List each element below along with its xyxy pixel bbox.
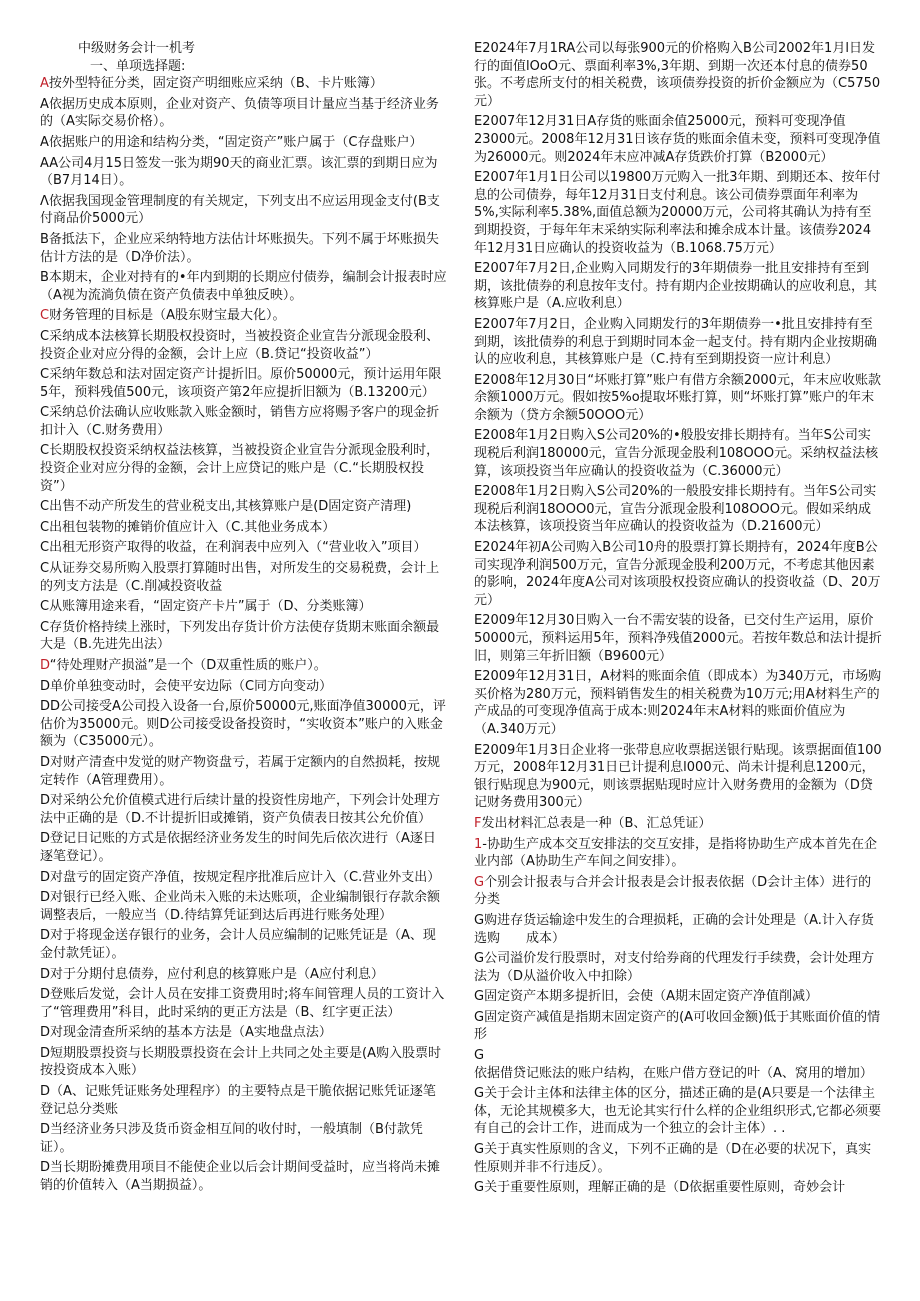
index-letter: D (40, 1025, 51, 1041)
index-letter: C (40, 499, 50, 515)
question-item (40, 134, 448, 152)
question-item (474, 316, 882, 369)
question-item (474, 40, 882, 110)
index-letter: C (40, 308, 50, 324)
question-item (40, 96, 448, 131)
section-heading: 一、单项选择题: (90, 58, 186, 74)
index-letter: A (40, 96, 49, 112)
question-item (40, 830, 448, 865)
index-letter: D (40, 966, 51, 982)
question-item (40, 598, 448, 616)
question-text: 2007年12月31日A存货的账面余值25000元，预料可变现净值23000元。2008年12月31日该存货的账面余值未变，预料可变现净值为26000元。则2024年末应冲减A存货跌价打算（B2000元） (474, 114, 881, 165)
question-text: 对于分期付息债券，应付利息的核算账户是（A应付利息） (50, 966, 384, 982)
question-item (40, 231, 448, 266)
question-item (474, 372, 882, 425)
question-text: （A、记账凭证账务处理程序）的主要特点是干脆依据记账凭证逐笔登记总分类账 (40, 1084, 436, 1117)
question-item (474, 483, 882, 536)
question-item (40, 619, 448, 654)
index-letter: D (40, 678, 51, 694)
question-text: A公司4月15日签发一张为期90天的商业汇票。该汇票的到期日应为（B7月14日）。 (40, 155, 438, 189)
question-text: 2009年1月3日企业将一张带息应收票据送银行贴现。该票据面值100万元，2008年12月31日已计提利息l000元、尚未计提利息1200元，银行贴现息为900元，则该票据贴现时应计入财务费用的金额为（D贷记财务费用300元） (474, 742, 882, 811)
question-text: 2009年12月30日购入一台不需安装的设备，已交付生产运用，原价50000元，预料运用5年，预料净残值2000元。若按年数总和法计提折旧，则第三年折旧额（B9600元） (474, 613, 882, 664)
index-letter: E (474, 428, 483, 444)
question-text: 采纳成本法核算长期股权投资时，当被投资企业宣告分派现金股利、投资企业对应分得的金额，会计上应（B.贷记“投资收益”） (40, 328, 440, 362)
question-text: 备抵法下，企业应采纳特地方法估计坏账损失。下列不属于坏账损失估计方法的是（D净价法）。 (40, 231, 439, 265)
index-letter: B (40, 231, 49, 247)
index-letter: G (474, 912, 485, 928)
question-item (40, 889, 448, 924)
document-title: 中级财务会计一机考 (78, 41, 196, 56)
question-item (40, 193, 448, 228)
question-text: 短期股票投资与长期股票投资在会计上共同之处主要是(A购入股票时按投资成本入账） (40, 1045, 441, 1079)
index-letter: 1 (474, 836, 483, 852)
question-item (40, 1024, 448, 1042)
question-text: 依据我国现金管理制度的有关规定，下列支出不应运用现金支付(B支付商品价5000元） (40, 193, 440, 227)
left-column (40, 40, 448, 1198)
question-item (40, 307, 448, 325)
question-item (474, 668, 882, 738)
question-text: 当经济业务只涉及货币资金相互间的收付时，一般填制（B付款凭证）。 (40, 1122, 423, 1155)
question-item (474, 1009, 882, 1044)
index-letter: D (40, 1045, 51, 1061)
question-text: 采纳年数总和法对固定资产计提折旧。原价50000元，预计运用年限5年，预料残值500元，该项资产第2年应提折旧额为（B.13200元） (40, 367, 442, 400)
question-item (40, 1083, 448, 1118)
question-text: 出售不动产所发生的营业税支出,其核算账户是(D固定资产清理) (49, 499, 412, 515)
question-item (40, 986, 448, 1021)
question-item (474, 113, 882, 166)
question-item (40, 657, 448, 675)
index-letter: C (40, 443, 50, 459)
index-letter: C (40, 367, 50, 383)
index-letter: D (40, 699, 51, 715)
question-item (474, 427, 882, 480)
index-letter: D (40, 793, 51, 809)
index-letter: D (40, 869, 51, 885)
question-text: 存货价格持续上涨时，下列发出存货计价方法使存货期末账面余额最大是（B.先进先出法） (40, 619, 440, 653)
right-column (474, 40, 882, 1200)
question-text: 固定资产本期多提折旧，会使（A期末固定资产净值削减） (484, 989, 818, 1005)
question-item (474, 1085, 882, 1138)
index-letter: A (40, 76, 49, 92)
question-text: 2008年1月2日购入S公司20%的•般股安排长期持有。当年S公司实现税后利润180000元，宣告分派现金股利108OOO元。采纳权益法核算，该项投资当年应确认的投资收益为（C.36000元） (474, 428, 879, 479)
question-text: 依据历史成本原则，企业对资产、负债等项目计量应当基于经济业务的（A实际交易价格）。 (40, 96, 439, 130)
index-letter: E (474, 170, 483, 186)
question-text: 关于会计主体和法律主体的区分，描述正确的是(A只要是一个法律主体，无论其规模多大，也无论其实行什么样的企业组织形式,它都必须要有自己的会计工作，进而成为一个独立的会计主体）. . (474, 1086, 882, 1137)
question-text: 登记日记账的方式是依据经济业务发生的时间先后依次进行（A逐日逐笔登记）。 (40, 831, 436, 864)
question-text: 公司溢价发行股票时，对支付给券商的代理发行手续费，会计处理方法为（D从溢价收入中扣除） (474, 951, 875, 984)
question-item (40, 698, 448, 751)
index-letter: C (40, 519, 50, 535)
index-letter: E (474, 540, 483, 556)
index-letter: G (474, 1142, 485, 1158)
index-letter: D (40, 754, 51, 770)
question-item (40, 539, 448, 557)
index-letter: E (474, 742, 483, 758)
question-item (474, 742, 882, 812)
question-item (40, 792, 448, 827)
question-text: 当长期盼摊费用项目不能使企业以后会计期间受益时，应当将尚未摊销的价值转入（A当期损益）。 (40, 1160, 441, 1194)
index-letter: E (474, 613, 483, 629)
index-letter: E (474, 316, 483, 332)
index-letter: E (474, 484, 483, 500)
index-letter: D (40, 1160, 51, 1176)
question-text: 2008年1月2日购入S公司20%的一般股安排长期持有。当年S公司实现税后利润18OOO0元，宣告分派现金股利108OOO元。假如采纳成本法核算，该项投资当年应确认的投资收益为（D.21600元） (474, 484, 877, 535)
question-text: 按外型特征分类，固定资产明细账应采纳（B、卡片账簿） (48, 76, 383, 92)
question-item (40, 498, 448, 516)
question-item (40, 269, 448, 304)
question-text: 2008年12月30日“坏账打算”账户有借方余额2000元，年末应收账款余额1000万元。假如按5%o提取坏账打算，则“坏账打算”账户的年末余额为（贷方余额50OOO元） (474, 372, 881, 423)
index-letter: G (474, 951, 485, 967)
question-text: 2024年7月1RA公司以每张900元的价格购入B公司2002年1月l日发行的面值lOoO元、票面利率3%,3年期、到期一次还本付息的债券50张。不考虑所支付的相关税费，该项债券投资的折价金额应为（C5750元） (474, 41, 881, 109)
question-text: 对现金清查所采纳的基本方法是（A实地盘点法） (50, 1025, 332, 1041)
question-item (40, 1159, 448, 1194)
index-letter: D (40, 658, 50, 673)
question-item (40, 519, 448, 537)
index-letter: B (40, 270, 49, 286)
question-text: 从证券交易所购入股票打算随时出售，对所发生的交易税费，会计上的列支方法是（C.削减投资收益 (40, 561, 440, 594)
question-text: 长期股权投资采纳权益法核算，当被投资企业宣告分派现金股利时，投资企业对应分得的金额，会计上应贷记的账户是（C.“长期股权投资”） (40, 443, 440, 494)
question-text: 对财产清查中发觉的财产物资盘亏，若属于定额内的自然损耗，按规定转作（A管理费用）。 (40, 754, 441, 788)
question-item (40, 869, 448, 887)
index-letter: G (474, 1086, 485, 1102)
question-item (40, 328, 448, 363)
question-item (40, 678, 448, 696)
question-item (40, 560, 448, 595)
index-letter: C (40, 599, 50, 615)
index-letter: D (40, 928, 51, 944)
question-text: -协助生产成本交互安排法的交互安排，是指将协助生产成本首先在企业内部（A协助生产车间之间安排）。 (474, 836, 877, 870)
index-letter: D (40, 890, 51, 906)
question-text: 对盘亏的固定资产净值，按规定程序批准后应计入（C.营业外支出） (50, 869, 441, 885)
index-letter: C (40, 540, 50, 556)
index-letter: D (40, 831, 51, 847)
question-text: 依据借贷记账法的账户结构，在账户借方登记的叶（A、窝用的增加） (474, 1065, 873, 1081)
question-text: 购进存货运输途中发生的合理损耗，正确的会计处理是（A.计入存货选购 成本） (474, 912, 874, 946)
question-text: 发出材料汇总表是一种（B、汇总凭证） (481, 815, 712, 831)
question-text: 对于将现金送存银行的业务，会计人员应编制的记账凭证是（A、现金付款凭证）。 (40, 928, 436, 961)
question-item (474, 1141, 882, 1176)
question-text: 单价单独变动时，会使平安边际（C同方向变动） (50, 678, 333, 694)
index-letter: E (474, 372, 483, 388)
index-letter: D (40, 987, 51, 1003)
question-list-left (40, 75, 448, 1194)
question-item (474, 988, 882, 1006)
index-letter: E (474, 261, 483, 277)
question-item (474, 1047, 882, 1082)
question-item (40, 404, 448, 439)
question-item (40, 1121, 448, 1156)
question-text: 固定资产减值是指期末固定资产的(A可收回金额)低于其账面价值的情形 (474, 1009, 881, 1043)
index-letter: C (40, 405, 50, 421)
question-item (474, 836, 882, 871)
question-text: 个别会计报表与合并会计报表是会计报表依据（D会计主体）进行的分类 (474, 874, 872, 908)
question-item (40, 366, 448, 401)
index-letter: G (474, 1009, 485, 1025)
question-text: 对采纳公允价值模式进行后续计量的投资性房地产，下列会计处理方法中正确的是（D.不计提折旧或摊销，资产负债表日按其公允价值） (40, 793, 441, 826)
question-item (40, 966, 448, 984)
question-item (474, 815, 882, 833)
question-text: 关于真实性原则的含义，下列不正确的是（D在必要的状况下，真实性原则并非不行违反）。 (474, 1142, 872, 1175)
index-letter: D (40, 1122, 51, 1138)
question-text: 本期末，企业对持有的•年内到期的长期应付债券，编制会计报表时应（A视为流淌负债在资产负债表中单独反映）。 (40, 270, 447, 303)
question-item (474, 950, 882, 985)
question-item (40, 927, 448, 962)
index-letter: C (40, 619, 50, 635)
question-item (474, 612, 882, 665)
question-text: 2007年7月2日，企业购入同期发行的3年期债券一•批且安排持有至到期，该批债券的利息于到期时同本金一起支付。持有期内企业按期确认的应收利息，其核算账户是（C.持有至到期投资一应计利息） (474, 316, 878, 368)
index-letter: Λ (40, 193, 49, 209)
question-item (40, 1045, 448, 1080)
index-letter: A (40, 134, 49, 150)
index-letter: D (40, 1084, 51, 1100)
question-text: 采纳总价法确认应收账款入账金额时，销售方应将赐予客户的现金折扣计入（C.财务费用） (40, 405, 440, 438)
question-item (40, 442, 448, 495)
question-text: 2024年初A公司购入B公司10舟的股票打算长期持有，2024年度B公司实现净利润500万元，宣告分派现金股利200万元，不考虑其他因素的影响，2024年度A公司对该项股权投资应确认的投资收益（D、20万元） (474, 540, 881, 608)
question-text: 2007年1月1日公司以19800万元购入一批3年期、到期还本、按年付息的公司债券，每年12月31日支付利息。该公司债券票面年利率为5%,实际利率5.38%,面值总额为20000万元，公司将其确认为持有至到期投资，于每年年末采纳实际利率法和摊余成本计量。该债券2024年12月31日应确认的投资收益为（B.1068.75万元） (474, 170, 881, 256)
index-letter: A (40, 155, 50, 171)
index-letter: C (40, 561, 50, 577)
question-text: “待处理财产损溢”是一个（D双重性质的账户）。 (49, 658, 327, 673)
question-text: 出租包装物的摊销价值应计入（C.其他业务成本） (49, 519, 336, 535)
question-text: 登账后发觉，会计人员在安排工资费用时;将车间管理人员的工资计入了“管理费用”科目，此时采纳的更正方法是（B、红字更正法） (40, 987, 445, 1020)
question-item (474, 912, 882, 947)
question-text: 2007年7月2日,企业购入同期发行的3年期债券一批且安排持有至到期，该批债券的利息按年支付。持有期内企业按期确认的应收利息，其核算账户是（A.应收利息） (474, 261, 878, 312)
question-item (474, 539, 882, 609)
index-letter: E (474, 669, 483, 685)
question-item (474, 260, 882, 313)
index-letter: G (474, 1180, 485, 1196)
question-item (474, 1179, 882, 1197)
question-text: 对银行已经入账、企业尚未入账的未达账项，企业编制银行存款余额调整表后，一般应当（D.待结算凭证到达后再进行账务处理） (40, 890, 441, 923)
question-text: D公司接受A公司投入设备一台,原价50000元,账面净值30000元，评估价为35000元。则D公司接受设备投资时，“实收资本”账户的入账金额为（C35000元）。 (40, 699, 446, 750)
index-letter: F (474, 815, 482, 831)
index-letter: E (474, 41, 483, 56)
question-text: 出租无形资产取得的收益，在利润表中应列入（“营业收入”项目） (49, 540, 427, 556)
question-item (40, 155, 448, 190)
question-item (474, 169, 882, 257)
question-list-right (474, 40, 882, 1197)
index-letter: G (474, 874, 485, 890)
question-item (40, 75, 448, 93)
question-item (40, 754, 448, 789)
question-text: 依据账户的用途和结构分类，“固定资产”账户属于（C存盘账户） (48, 134, 423, 150)
question-item (474, 874, 882, 909)
index-letter: E (474, 114, 483, 130)
index-letter: G (474, 989, 485, 1005)
question-text: 2009年12月31日，A材料的账面余值（即成本）为340万元，市场购买价格为280万元，预料销售发生的相关税费为10万元;用A材料生产的产成品的可变现净值高于成本:则2024年末A材料的账面价值应为（A.340万元） (474, 669, 882, 737)
question-text: 财务管理的目标是（A股东财宝最大化）。 (49, 308, 286, 324)
index-letter: G (474, 1048, 485, 1064)
question-text: 关于重要性原则，理解正确的是（D依据重要性原则，奇妙会计 (484, 1180, 846, 1196)
question-text: 从账簿用途来看，“固定资产卡片”属于（D、分类账簿） (49, 599, 372, 615)
index-letter: C (40, 328, 50, 344)
